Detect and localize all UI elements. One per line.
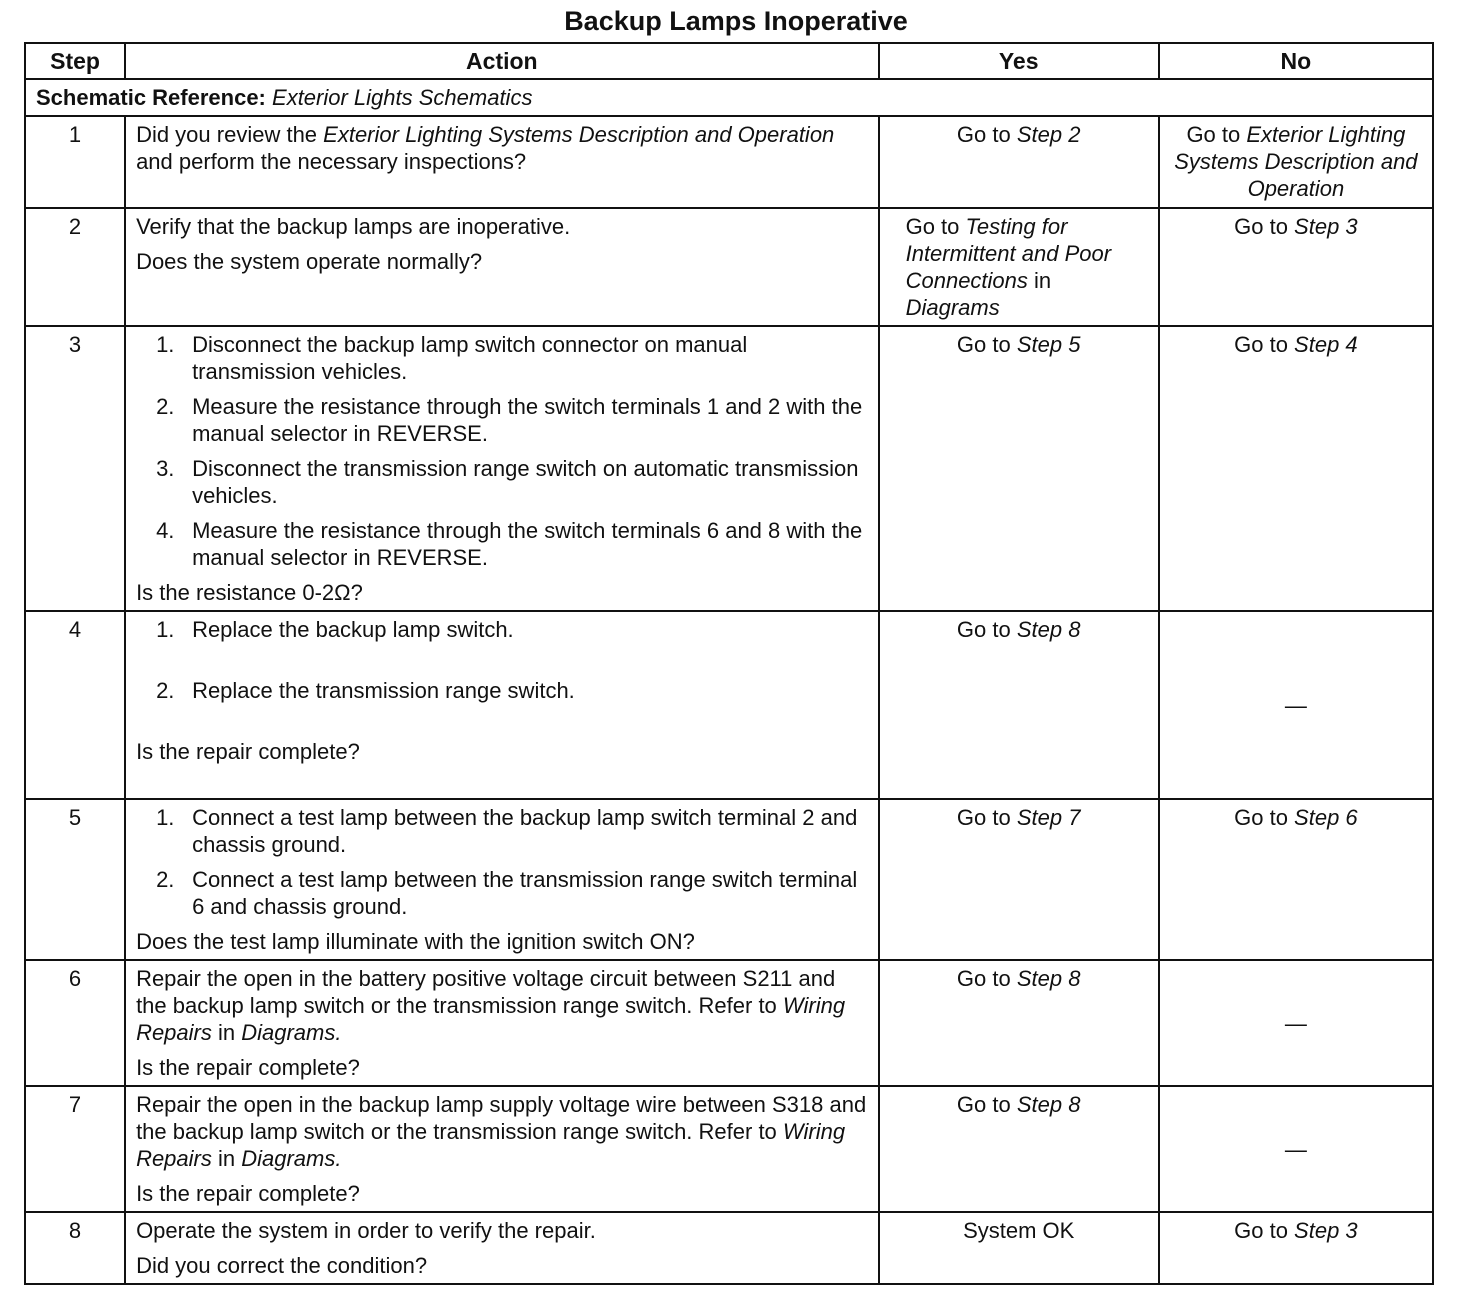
schematic-label: Schematic Reference: <box>36 85 266 110</box>
no-text: Go to <box>1234 1218 1295 1243</box>
action-list <box>136 616 868 704</box>
table-row <box>25 1212 1433 1284</box>
yes-text: Go to <box>956 332 1017 357</box>
header-yes: Yes <box>879 43 1159 79</box>
action-ref[interactable]: Diagrams. <box>241 1146 342 1171</box>
table-row <box>25 960 1433 1086</box>
step-number: 1 <box>25 116 125 208</box>
action-cell <box>125 960 879 1086</box>
yes-cell <box>879 326 1159 611</box>
action-cell <box>125 611 879 799</box>
action-ref[interactable]: Diagrams. <box>241 1020 342 1045</box>
list-item: 2. Connect a test lamp between the transmission range switch terminal 6 and chassis ground. <box>156 867 858 919</box>
yes-cell <box>879 960 1159 1086</box>
yes-cell <box>879 611 1159 799</box>
table-row <box>25 208 1433 326</box>
yes-link[interactable]: Step 8 <box>1016 1092 1081 1117</box>
yes-text: Go to <box>956 617 1017 642</box>
action-text: Operate the system in order to verify the repair. <box>136 1218 596 1243</box>
action-text: in <box>211 1146 242 1171</box>
no-link[interactable]: Step 4 <box>1294 332 1358 357</box>
step-number: 3 <box>25 326 125 611</box>
action-cell <box>125 208 879 326</box>
action-list <box>136 331 868 571</box>
list-item: 1. Replace the backup lamp switch. <box>156 617 514 642</box>
action-ref[interactable]: Exterior Lighting Systems Description and Operation <box>323 122 835 147</box>
action-text: Did you review the <box>136 122 324 147</box>
yes-link[interactable]: Step 8 <box>1016 617 1081 642</box>
action-question: Is the repair complete? <box>136 739 360 764</box>
yes-text: Go to <box>956 1092 1017 1117</box>
yes-text: in <box>1027 268 1052 293</box>
action-text: and perform the necessary inspections? <box>136 149 527 174</box>
schematic-reference <box>25 79 1433 116</box>
yes-text: Go to <box>956 805 1017 830</box>
step-number: 4 <box>25 611 125 799</box>
action-text: in <box>211 1020 242 1045</box>
no-cell <box>1159 1212 1433 1284</box>
no-text: Go to <box>1234 332 1295 357</box>
list-item: 1. Connect a test lamp between the backup lamp switch terminal 2 and chassis ground. <box>156 805 858 857</box>
action-cell <box>125 326 879 611</box>
no-cell <box>1159 799 1433 960</box>
action-cell <box>125 116 879 208</box>
table-row <box>25 611 1433 799</box>
no-cell <box>1159 116 1433 208</box>
header-row <box>25 43 1433 79</box>
action-cell <box>125 1212 879 1284</box>
action-question: Does the test lamp illuminate with the ignition switch ON? <box>136 929 695 954</box>
list-item: 4. Measure the resistance through the switch terminals 6 and 8 with the manual selector in REVERSE. <box>156 518 863 570</box>
yes-cell <box>879 208 1159 326</box>
table-row <box>25 799 1433 960</box>
yes-link[interactable]: Step 7 <box>1016 805 1081 830</box>
action-question: Did you correct the condition? <box>136 1253 428 1278</box>
yes-cell: System OK <box>879 1212 1159 1284</box>
action-cell <box>125 1086 879 1212</box>
no-text: Go to <box>1186 122 1247 147</box>
yes-link[interactable]: Diagrams <box>905 295 1000 320</box>
yes-cell <box>879 1086 1159 1212</box>
action-ref[interactable]: Wiring Repairs <box>136 1119 846 1171</box>
step-number: 2 <box>25 208 125 326</box>
action-question: Is the repair complete? <box>136 1181 360 1206</box>
no-text: Go to <box>1234 805 1295 830</box>
yes-cell <box>879 799 1159 960</box>
action-text: Repair the open in the backup lamp supply voltage wire between S318 and the backup lamp switch or the transmission range switch. Refer to <box>136 1092 867 1144</box>
action-question: Is the repair complete? <box>136 1055 360 1080</box>
action-text: Repair the open in the battery positive voltage circuit between S211 and the backup lamp switch or the transmission range switch. Refer to <box>136 966 836 1018</box>
step-number: 5 <box>25 799 125 960</box>
schematic-link[interactable]: Exterior Lights Schematics <box>272 85 533 110</box>
yes-link[interactable]: Step 5 <box>1016 332 1081 357</box>
no-text: Go to <box>1234 214 1295 239</box>
action-question: Is the resistance 0-2Ω? <box>136 580 363 605</box>
yes-link[interactable]: Step 2 <box>1016 122 1081 147</box>
step-number: 8 <box>25 1212 125 1284</box>
table-row <box>25 326 1433 611</box>
action-ref[interactable]: Wiring Repairs <box>136 993 846 1045</box>
page-title: Backup Lamps Inoperative <box>564 6 908 36</box>
action-cell <box>125 799 879 960</box>
yes-cell <box>879 116 1159 208</box>
step-number: 7 <box>25 1086 125 1212</box>
header-no: No <box>1159 43 1433 79</box>
yes-text: Go to <box>956 966 1017 991</box>
schematic-row <box>25 79 1433 116</box>
list-item: 2. Measure the resistance through the switch terminals 1 and 2 with the manual selector in REVERSE. <box>156 394 863 446</box>
list-item: 3. Disconnect the transmission range switch on automatic transmission vehicles. <box>156 456 859 508</box>
yes-text: Go to <box>956 122 1017 147</box>
table-row <box>25 1086 1433 1212</box>
action-text: Verify that the backup lamps are inoperative. <box>136 214 571 239</box>
step-number: 6 <box>25 960 125 1086</box>
no-link[interactable]: Step 3 <box>1294 1218 1358 1243</box>
no-link[interactable]: Exterior Lighting Systems Description and Operation <box>1174 122 1418 201</box>
diagnostic-table <box>24 42 1434 1285</box>
list-item: 1. Disconnect the backup lamp switch connector on manual transmission vehicles. <box>156 332 748 384</box>
no-cell <box>1159 208 1433 326</box>
header-action: Action <box>125 43 879 79</box>
table-row <box>25 116 1433 208</box>
action-question: Does the system operate normally? <box>136 249 483 274</box>
yes-link[interactable]: Testing for Intermittent and Poor Connections <box>905 214 1112 293</box>
yes-link[interactable]: Step 8 <box>1016 966 1081 991</box>
no-link[interactable]: Step 6 <box>1294 805 1358 830</box>
yes-text: Go to <box>905 214 966 239</box>
no-cell <box>1159 326 1433 611</box>
no-cell: — <box>1159 960 1433 1086</box>
header-step: Step <box>25 43 125 79</box>
no-link[interactable]: Step 3 <box>1294 214 1358 239</box>
no-cell: — <box>1159 1086 1433 1212</box>
no-cell: — <box>1159 611 1433 799</box>
action-list <box>136 804 868 920</box>
list-item: 2. Replace the transmission range switch. <box>156 678 575 703</box>
